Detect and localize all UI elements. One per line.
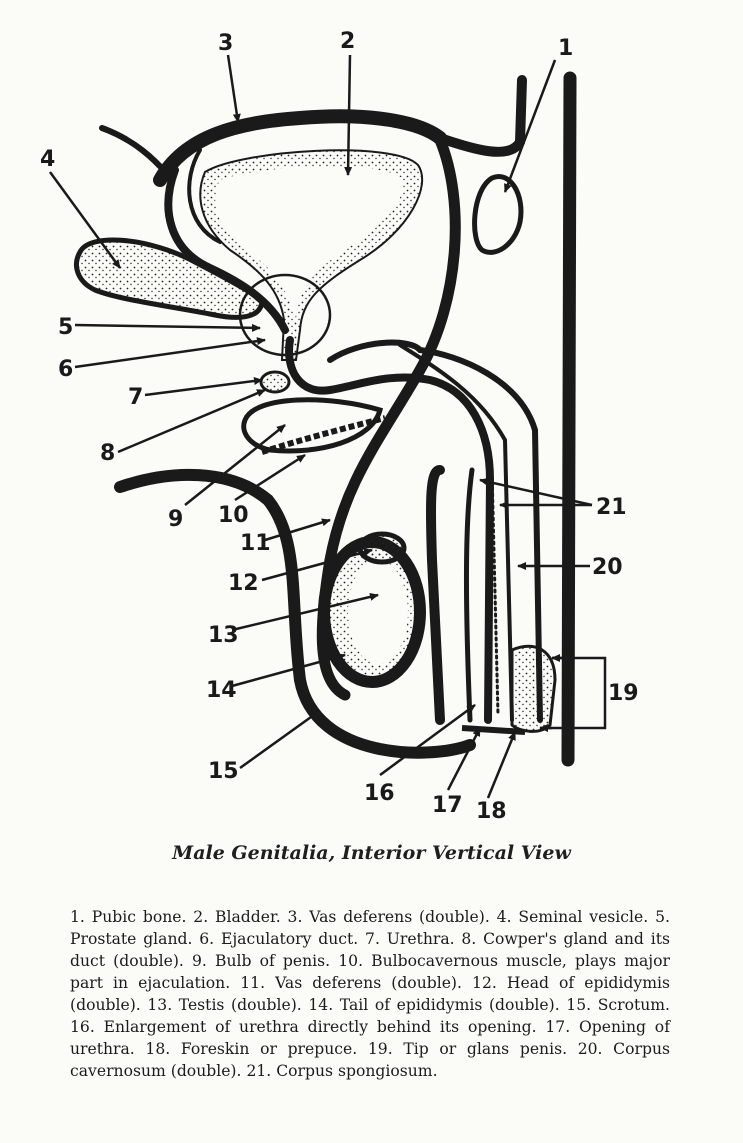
cowpers-gland xyxy=(261,372,289,392)
legend-item: 19. Tip or glans penis. xyxy=(367,1040,568,1058)
label-11: 11 xyxy=(240,531,271,556)
label-5: 5 xyxy=(58,315,74,340)
legend-item: 15. Scrotum. xyxy=(566,996,671,1014)
legend-item: 18. Foreskin or prepuce. xyxy=(145,1040,358,1058)
label-18: 18 xyxy=(476,799,507,824)
legend-item: 12. Head of epididymis (double). xyxy=(70,974,670,1014)
legend-item: 4. Seminal vesicle. xyxy=(496,908,649,926)
label-20: 20 xyxy=(592,555,623,580)
label-6: 6 xyxy=(58,357,74,382)
label-15: 15 xyxy=(208,759,239,784)
label-3: 3 xyxy=(218,31,234,56)
label-10: 10 xyxy=(218,503,249,528)
glans-penis xyxy=(512,646,555,731)
epididymis-head xyxy=(360,534,404,562)
legend-item: 8. Cowper's gland and its duct (double). xyxy=(70,930,670,970)
legend-item: 13. Testis (double). xyxy=(147,996,302,1014)
pubic-bone xyxy=(475,176,521,252)
legend-item: 16. Enlargement of urethra directly behind its opening. xyxy=(70,1018,537,1036)
legend-item: 21. Corpus spongiosum. xyxy=(246,1062,438,1080)
label-12: 12 xyxy=(228,571,259,596)
legend-item: 2. Bladder. xyxy=(193,908,281,926)
label-4: 4 xyxy=(40,147,56,172)
legend-item: 17. Opening of urethra. xyxy=(70,1018,670,1058)
label-8: 8 xyxy=(100,441,116,466)
foreskin xyxy=(462,728,525,732)
label-9: 9 xyxy=(168,507,184,532)
legend-item: 9. Bulb of penis. xyxy=(192,952,331,970)
label-13: 13 xyxy=(208,623,239,648)
label-16: 16 xyxy=(364,781,395,806)
legend-item: 6. Ejaculatory duct. xyxy=(199,930,359,948)
legend-item: 11. Vas deferens (double). xyxy=(240,974,462,992)
legend-item: 5. Prostate gland. xyxy=(70,908,670,948)
label-1: 1 xyxy=(558,36,574,61)
legend-item: 20. Corpus cavernosum (double). xyxy=(70,1040,670,1080)
legend-item: 1. Pubic bone. xyxy=(70,908,187,926)
label-14: 14 xyxy=(206,678,237,703)
legend-item: 3. Vas deferens (double). xyxy=(287,908,490,926)
legend xyxy=(70,906,670,1082)
figure-caption: Male Genitalia, Interior Vertical View xyxy=(172,842,571,864)
label-19: 19 xyxy=(608,681,639,706)
label-2: 2 xyxy=(340,29,356,54)
testis-inner xyxy=(348,560,408,664)
legend-item: 7. Urethra. xyxy=(365,930,455,948)
label-7: 7 xyxy=(128,385,144,410)
legend-item: 14. Tail of epididymis (double). xyxy=(308,996,560,1014)
label-21: 21 xyxy=(596,495,627,520)
label-17: 17 xyxy=(432,793,463,818)
legend-item: 10. Bulbocavernous muscle, plays major part in ejaculation. xyxy=(70,952,670,992)
